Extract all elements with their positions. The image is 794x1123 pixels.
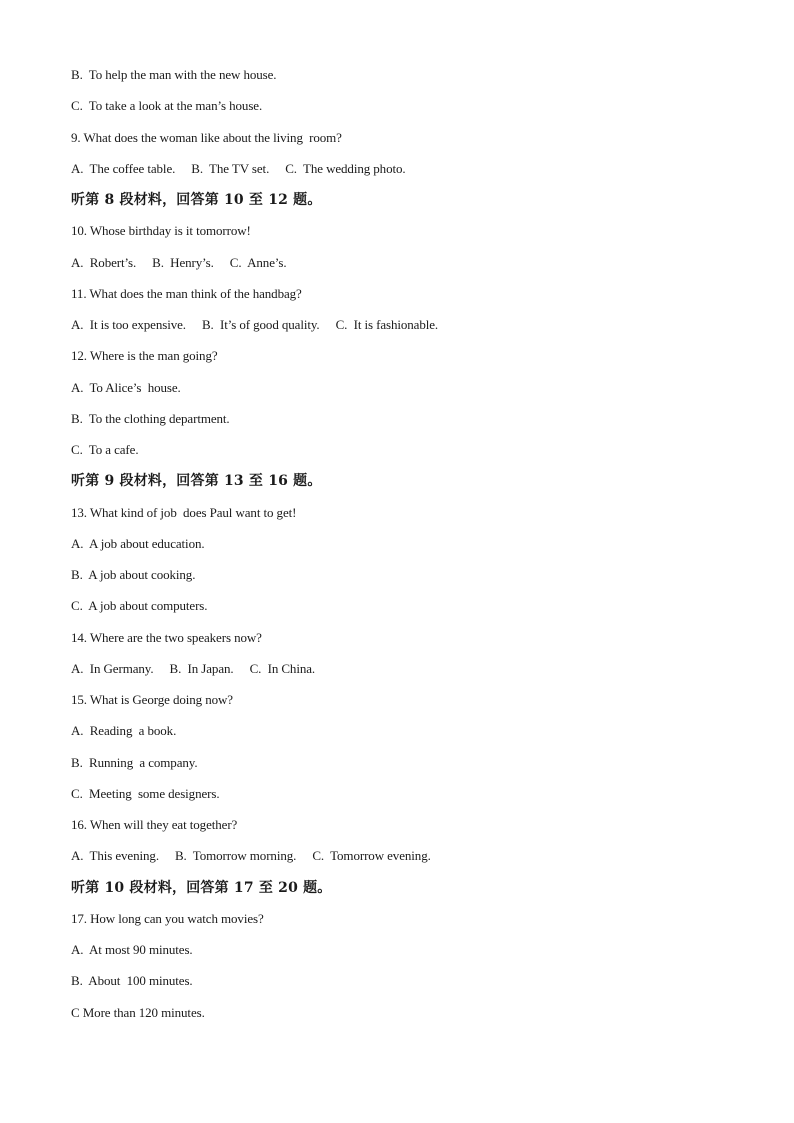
answer-option: A. It is too expensive. <box>71 317 186 332</box>
answer-option: C. It is fashionable. <box>335 317 439 332</box>
answer-option: C More than 120 minutes. <box>71 1004 205 1020</box>
answer-option: C. A job about computers. <box>71 598 208 614</box>
question-text: 16. When will they eat together? <box>71 817 238 832</box>
answer-option: A. This evening. <box>71 848 159 864</box>
answer-option: A. Reading a book. <box>71 723 177 739</box>
answer-option: B. A job about cooking. <box>71 567 196 582</box>
answer-option: A. The coffee table. <box>71 160 176 176</box>
question-text: 10. Whose birthday is it tomorrow! <box>71 223 251 239</box>
answer-option: C. To a cafe. <box>71 442 139 457</box>
document-page <box>71 64 751 1033</box>
answer-option: B. To the clothing department. <box>71 410 230 426</box>
answer-options-row <box>71 845 751 876</box>
answer-option: A. In Germany. <box>71 660 154 676</box>
question-text: 11. What does the man think of the handbag? <box>71 285 302 301</box>
answer-options-row <box>71 158 751 189</box>
answer-option: B. Henry’s. <box>152 254 214 270</box>
answer-option: B. About 100 minutes. <box>71 973 193 989</box>
section-heading: 听第 8 段材料，回答第 10 至 12 题。 <box>71 192 322 208</box>
question-text: 13. What kind of job does Paul want to get! <box>71 504 297 520</box>
answer-option: C. To take a look at the man’s house. <box>71 98 263 114</box>
question-text: 9. What does the woman like about the living room? <box>71 129 342 145</box>
answer-option: B. It’s of good quality. <box>201 317 320 332</box>
answer-option: A. Robert’s. <box>71 254 137 270</box>
section-heading: 听第 9 段材料，回答第 13 至 16 题。 <box>71 473 322 490</box>
question-text: 15. What is George doing now? <box>71 692 233 707</box>
answer-option: A. A job about education. <box>71 535 205 551</box>
answer-option: B. The TV set. <box>191 160 270 176</box>
answer-options-row <box>71 658 751 689</box>
answer-option: B. To help the man with the new house. <box>71 67 277 82</box>
answer-option: C. Anne’s. <box>229 254 287 270</box>
answer-option: A. To Alice’s house. <box>71 379 181 395</box>
question-text: 14. Where are the two speakers now? <box>71 629 262 645</box>
answer-option: A. At most 90 minutes. <box>71 942 193 957</box>
answer-option: C. The wedding photo. <box>285 160 406 176</box>
answer-options-row <box>71 314 751 345</box>
answer-option: C. Tomorrow evening. <box>312 848 431 864</box>
answer-options-row <box>71 252 751 283</box>
answer-option: B. In Japan. <box>169 660 234 676</box>
section-heading: 听第 10 段材料，回答第 17 至 20 题。 <box>71 879 332 896</box>
answer-option: B. Tomorrow morning. <box>174 848 297 864</box>
answer-option: C. Meeting some designers. <box>71 785 220 801</box>
question-text: 17. How long can you watch movies? <box>71 910 264 926</box>
answer-option: B. Running a company. <box>71 754 198 770</box>
answer-option: C. In China. <box>249 660 316 676</box>
question-text: 12. Where is the man going? <box>71 348 218 364</box>
